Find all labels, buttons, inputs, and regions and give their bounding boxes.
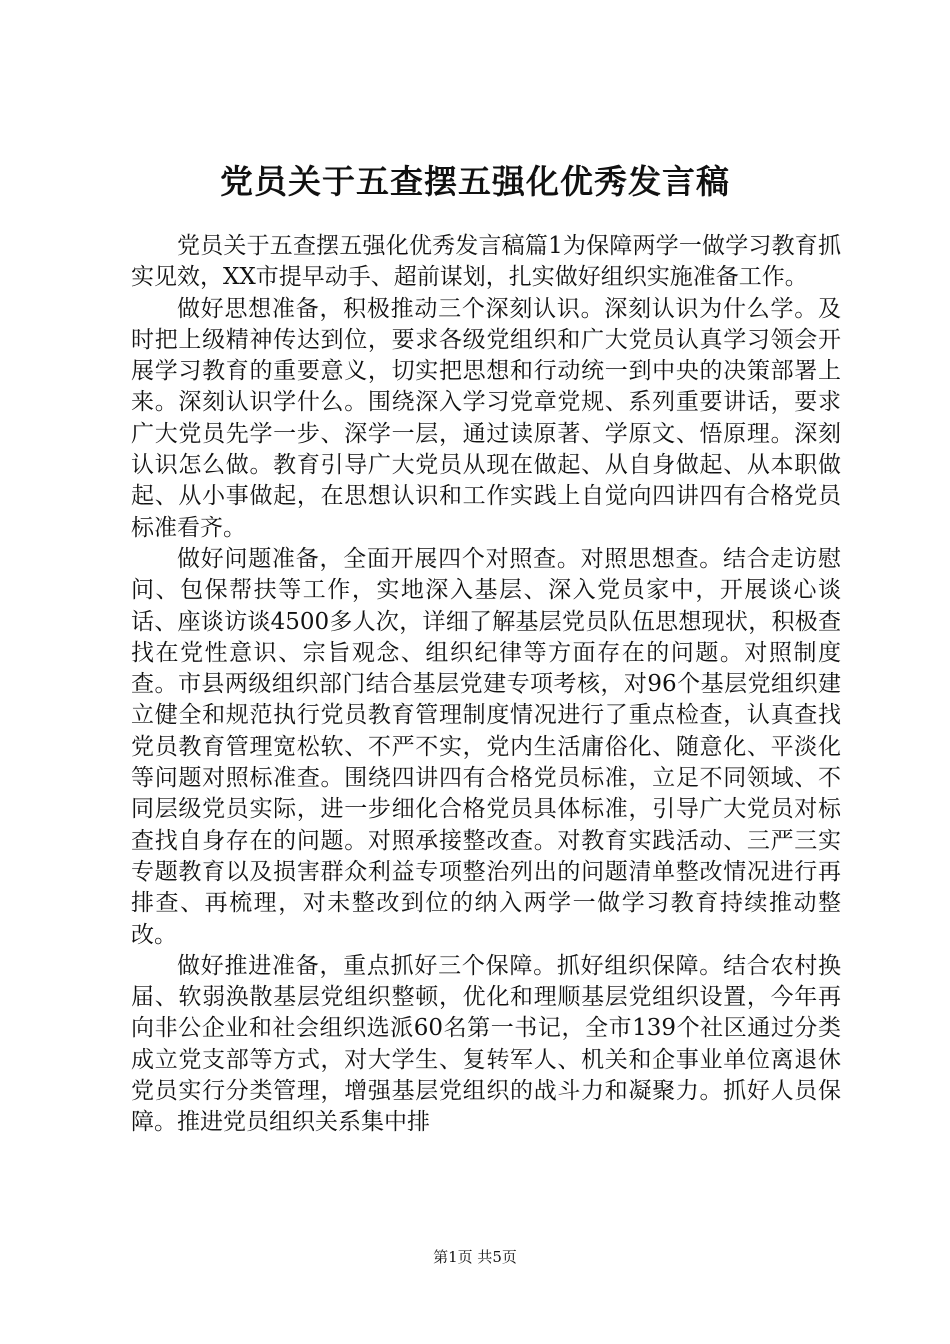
page-footer: 第1页 共5页 bbox=[433, 1248, 517, 1266]
paragraph-3: 做好问题准备，全面开展四个对照查。对照思想查。结合走访慰问、包保帮扶等工作，实地深入基层、深入党员家中，开展谈心谈话、座谈访谈4500多人次，详细了解基层党员队伍思想现状，积极查找在党性意识、宗旨观念、组织纪律等方面存在的问题。对照制度查。市县两级组织部门结合基层党建专项考核，对96个基层党组织建立健全和规范执行党员教育管理制度情况进行了重点检查，认真查找党员教育管理宽松软、不严不实，党内生活庸俗化、随意化、平淡化等问题对照标准查。围绕四讲四有合格党员标准，立足不同领域、不同层级党员实际，进一步细化合格党员具体标准，引导广大党员对标查找自身存在的问题。对照承接整改查。对教育实践活动、三严三实专题教育以及损害群众利益专项整治列出的问题清单整改情况进行再排查、再梳理，对未整改到位的纳入两学一做学习教育持续推动整改。 bbox=[131, 545, 841, 948]
paragraph-1: 党员关于五查摆五强化优秀发言稿篇1为保障两学一做学习教育抓实见效，XX市提早动手、超前谋划，扎实做好组织实施准备工作。 bbox=[131, 233, 841, 291]
document-title: 党员关于五查摆五强化优秀发言稿 bbox=[220, 162, 730, 201]
paragraph-4: 做好推进准备，重点抓好三个保障。抓好组织保障。结合农村换届、软弱涣散基层党组织整顿，优化和理顺基层党组织设置，今年再向非公企业和社会组织选派60名第一书记，全市139个社区通过分类成立党支部等方式，对大学生、复转军人、机关和企事业单位离退休党员实行分类管理，增强基层党组织的战斗力和凝聚力。抓好人员保障。推进党员组织关系集中排 bbox=[131, 952, 841, 1136]
paragraph-2: 做好思想准备，积极推动三个深刻认识。深刻认识为什么学。及时把上级精神传达到位，要求各级党组织和广大党员认真学习领会开展学习教育的重要意义，切实把思想和行动统一到中央的决策部署上来。深刻认识学什么。围绕深入学习党章党规、系列重要讲话，要求广大党员先学一步、深学一层，通过读原著、学原文、悟原理。深刻认识怎么做。教育引导广大党员从现在做起、从自身做起、从本职做起、从小事做起，在思想认识和工作实践上自觉向四讲四有合格党员标准看齐。 bbox=[131, 295, 841, 541]
document-body bbox=[131, 231, 841, 1139]
